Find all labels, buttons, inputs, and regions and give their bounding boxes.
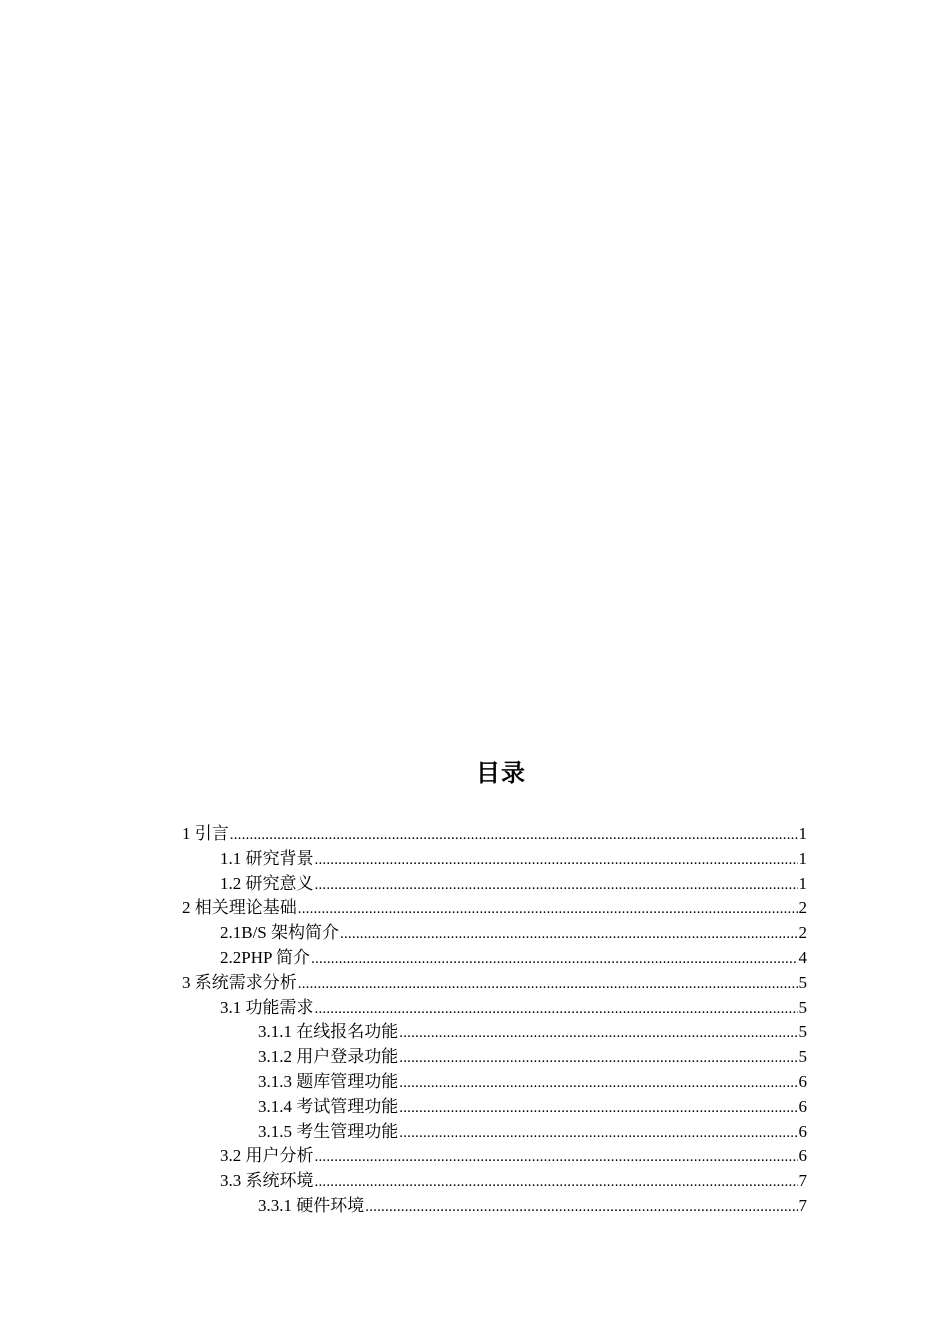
toc-entry[interactable] [182, 847, 807, 872]
toc-page-number: 2 [798, 923, 807, 943]
toc-entry-title: 3.1.4 考试管理功能 [258, 1096, 399, 1116]
toc-dot-leader [315, 1145, 798, 1169]
toc-entry[interactable] [182, 1020, 807, 1045]
toc-entry[interactable] [182, 1120, 807, 1145]
toc-entry-title: 3.3 系统环境 [220, 1171, 314, 1191]
toc-entry-title: 1.2 研究意义 [220, 873, 314, 893]
toc-page-number: 1 [798, 873, 807, 893]
toc-entry-title: 3.2 用户分析 [220, 1146, 314, 1166]
table-of-contents [182, 822, 807, 1219]
toc-dot-leader [311, 947, 797, 971]
toc-page-number: 1 [798, 824, 807, 843]
toc-dot-leader [365, 1195, 797, 1219]
toc-entry[interactable] [182, 971, 807, 996]
toc-entry[interactable] [182, 946, 807, 971]
toc-dot-leader [315, 848, 798, 872]
toc-entry[interactable] [182, 1144, 807, 1169]
toc-entry[interactable] [182, 996, 807, 1021]
toc-entry-title: 3.3.1 硬件环境 [258, 1195, 365, 1215]
toc-entry[interactable] [182, 1095, 807, 1120]
toc-dot-leader [399, 1021, 797, 1045]
toc-dot-leader [230, 823, 798, 847]
toc-entry-title: 3.1.5 考生管理功能 [258, 1121, 399, 1141]
toc-entry-title: 3.1.3 题库管理功能 [258, 1071, 399, 1091]
toc-entry-title: 1 引言 [182, 824, 229, 843]
toc-entry-title: 2.1B/S 架构简介 [220, 923, 340, 943]
toc-entry-title: 3.1 功能需求 [220, 997, 314, 1017]
toc-page-number: 5 [798, 1047, 807, 1067]
toc-page-number: 6 [798, 1121, 807, 1141]
toc-entry-title: 3.1.1 在线报名功能 [258, 1022, 399, 1042]
toc-page-number: 7 [798, 1171, 807, 1191]
toc-dot-leader [315, 997, 798, 1021]
toc-entry-title: 2 相关理论基础 [182, 898, 297, 918]
toc-dot-leader [298, 897, 798, 921]
toc-entry[interactable] [182, 872, 807, 897]
toc-dot-leader [399, 1071, 797, 1095]
toc-dot-leader [315, 1170, 798, 1194]
toc-entry-title: 1.1 研究背景 [220, 848, 314, 868]
toc-entry-title: 3 系统需求分析 [182, 972, 297, 992]
toc-entry[interactable] [182, 822, 807, 847]
toc-entry[interactable] [182, 1070, 807, 1095]
toc-dot-leader [399, 1096, 797, 1120]
toc-dot-leader [340, 922, 797, 946]
toc-entry[interactable] [182, 1194, 807, 1219]
toc-dot-leader [399, 1121, 797, 1145]
toc-dot-leader [298, 972, 798, 996]
toc-page-number: 6 [798, 1146, 807, 1166]
toc-title: 目录 [476, 759, 526, 787]
toc-dot-leader [399, 1046, 797, 1070]
toc-entry-title: 3.1.2 用户登录功能 [258, 1047, 399, 1067]
toc-entry-title: 2.2PHP 简介 [220, 947, 311, 967]
toc-entry[interactable] [182, 921, 807, 946]
toc-dot-leader [315, 873, 798, 897]
toc-page-number: 5 [798, 997, 807, 1017]
toc-page-number: 6 [798, 1071, 807, 1091]
toc-entry[interactable] [182, 1045, 807, 1070]
toc-page-number: 7 [798, 1195, 807, 1215]
toc-page-number: 4 [798, 947, 807, 967]
toc-entry[interactable] [182, 1169, 807, 1194]
toc-page-number: 5 [798, 1022, 807, 1042]
toc-page-number: 1 [798, 848, 807, 868]
toc-page-number: 2 [798, 898, 807, 918]
toc-page-number: 5 [798, 972, 807, 992]
toc-page-number: 6 [798, 1096, 807, 1116]
toc-entry[interactable] [182, 896, 807, 921]
